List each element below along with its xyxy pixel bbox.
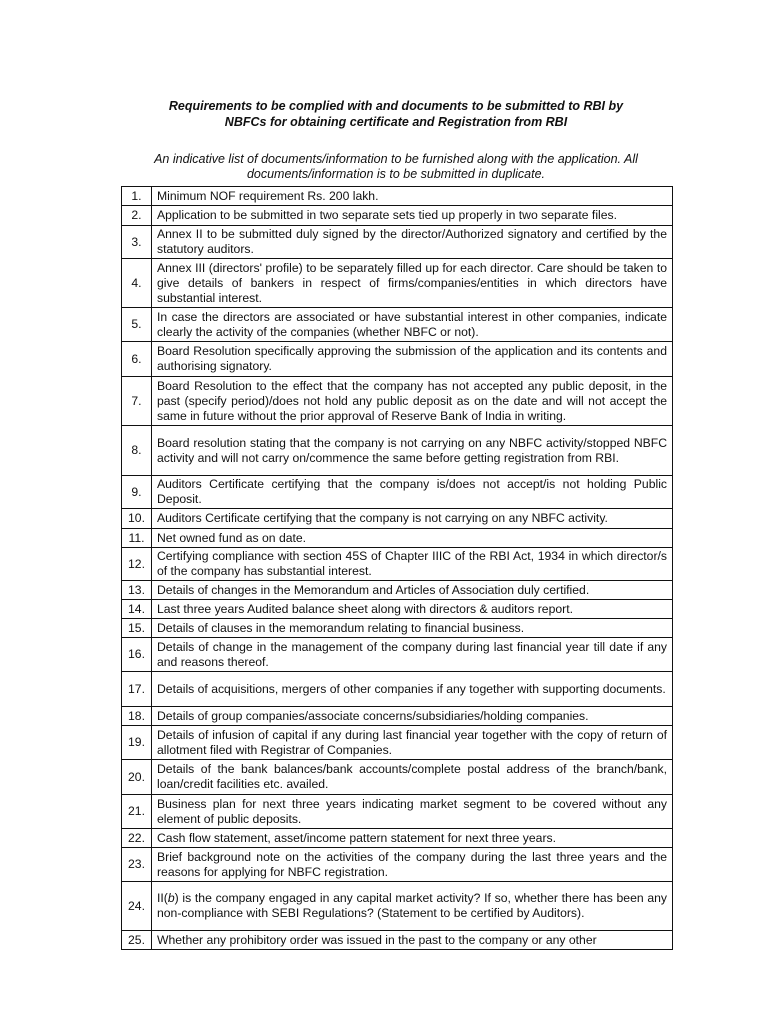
row-text: Details of change in the management of the company during last financial year till date if any and reasons thereof. <box>152 638 673 672</box>
row-number: 3. <box>122 226 152 259</box>
table-row <box>122 581 673 600</box>
table-row <box>122 529 673 548</box>
row-text <box>152 882 673 931</box>
row-text: Cash flow statement, asset/income pattern statement for next three years. <box>152 829 673 848</box>
row-text: Last three years Audited balance sheet along with directors & auditors report. <box>152 600 673 619</box>
table-row <box>122 259 673 308</box>
table-row <box>122 342 673 377</box>
row-text: Details of group companies/associate concerns/subsidiaries/holding companies. <box>152 707 673 726</box>
row-text: Details of clauses in the memorandum relating to financial business. <box>152 619 673 638</box>
table-row <box>122 226 673 259</box>
intro-line-1: An indicative list of documents/information to be furnished along with the application. All <box>154 152 638 166</box>
intro-line-2: documents/information is to be submitted in duplicate. <box>246 167 546 181</box>
table-row <box>122 931 673 950</box>
row-text: Details of infusion of capital if any during last financial year together with the copy of return of allotment filed with Registrar of Companies. <box>152 726 673 760</box>
document-title <box>118 98 674 130</box>
row-number: 8. <box>122 426 152 476</box>
row-text: Business plan for next three years indicating market segment to be covered without any element of public deposits. <box>152 795 673 829</box>
row-text: Annex III (directors' profile) to be separately filled up for each director. Care should be taken to give details of bankers in respect of firms/companies/entities in which directors have substantial interest. <box>152 259 673 308</box>
row-number: 13. <box>122 581 152 600</box>
row-text: Annex II to be submitted duly signed by the director/Authorized signatory and certified by the statutory auditors. <box>152 226 673 259</box>
table-row <box>122 848 673 882</box>
table-row <box>122 308 673 342</box>
row-text: Details of changes in the Memorandum and Articles of Association duly certified. <box>152 581 673 600</box>
table-row <box>122 476 673 509</box>
row-text: Whether any prohibitory order was issued in the past to the company or any other <box>152 931 673 950</box>
row-number: 21. <box>122 795 152 829</box>
row-number: 9. <box>122 476 152 509</box>
table-row <box>122 548 673 581</box>
row-number: 18. <box>122 707 152 726</box>
row-text: Minimum NOF requirement Rs. 200 lakh. <box>152 187 673 206</box>
row-number: 24. <box>122 882 152 931</box>
row-text: Details of acquisitions, mergers of other companies if any together with supporting documents. <box>152 672 673 707</box>
row-number: 23. <box>122 848 152 882</box>
row-text: Board resolution stating that the company is not carrying on any NBFC activity/stopped NBFC activity and will not carry on/commence the same before getting registration from RBI. <box>152 426 673 476</box>
row-text: Net owned fund as on date. <box>152 529 673 548</box>
row-text: Auditors Certificate certifying that the company is not carrying on any NBFC activity. <box>152 509 673 529</box>
row-number: 25. <box>122 931 152 950</box>
title-line-1: Requirements to be complied with and documents to be submitted to RBI by <box>168 99 624 113</box>
row-text: Board Resolution specifically approving the submission of the application and its contents and authorising signatory. <box>152 342 673 377</box>
table-row <box>122 509 673 529</box>
row-text: Board Resolution to the effect that the company has not accepted any public deposit, in the past (specify period)/does not hold any public deposit as on the date and will not accept the same in future without the prior approval of Reserve Bank of India in writing. <box>152 377 673 426</box>
table-row <box>122 707 673 726</box>
row-text: Brief background note on the activities of the company during the last three years and the reasons for applying for NBFC registration. <box>152 848 673 882</box>
table-row <box>122 760 673 795</box>
table-row <box>122 619 673 638</box>
row-number: 17. <box>122 672 152 707</box>
row-text: In case the directors are associated or have substantial interest in other companies, indicate clearly the activity of the companies (whether NBFC or not). <box>152 308 673 342</box>
row-text-italic: b <box>167 891 175 905</box>
row-number: 4. <box>122 259 152 308</box>
table-row <box>122 672 673 707</box>
table-row <box>122 795 673 829</box>
table-row <box>122 206 673 226</box>
table-row <box>122 882 673 931</box>
row-text: Auditors Certificate certifying that the company is/does not accept/is not holding Public Deposit. <box>152 476 673 509</box>
row-number: 14. <box>122 600 152 619</box>
row-number: 1. <box>122 187 152 206</box>
row-number: 20. <box>122 760 152 795</box>
row-number: 7. <box>122 377 152 426</box>
row-text: Details of the bank balances/bank accounts/complete postal address of the branch/bank, loan/credit facilities etc. availed. <box>152 760 673 795</box>
row-number: 6. <box>122 342 152 377</box>
row-text: Application to be submitted in two separate sets tied up properly in two separate files. <box>152 206 673 226</box>
row-text: Certifying compliance with section 45S of Chapter IIIC of the RBI Act, 1934 in which director/s of the company has substantial interest. <box>152 548 673 581</box>
table-row <box>122 726 673 760</box>
row-number: 2. <box>122 206 152 226</box>
table-row <box>122 426 673 476</box>
table-row <box>122 829 673 848</box>
requirements-table <box>121 186 673 950</box>
row-number: 19. <box>122 726 152 760</box>
row-number: 10. <box>122 509 152 529</box>
row-text-suffix: ) is the company engaged in any capital market activity? If so, whether there has been any non-compliance with SEBI Regulations? (Statement to be certified by Auditors). <box>157 891 667 920</box>
title-line-2: NBFCs for obtaining certificate and Registration from RBI <box>224 115 568 129</box>
row-number: 5. <box>122 308 152 342</box>
row-text-prefix: II( <box>157 891 168 905</box>
table-row <box>122 187 673 206</box>
table-row <box>122 377 673 426</box>
intro-text <box>118 152 674 182</box>
row-number: 22. <box>122 829 152 848</box>
row-number: 15. <box>122 619 152 638</box>
row-number: 16. <box>122 638 152 672</box>
row-number: 11. <box>122 529 152 548</box>
row-number: 12. <box>122 548 152 581</box>
table-row <box>122 638 673 672</box>
table-row <box>122 600 673 619</box>
